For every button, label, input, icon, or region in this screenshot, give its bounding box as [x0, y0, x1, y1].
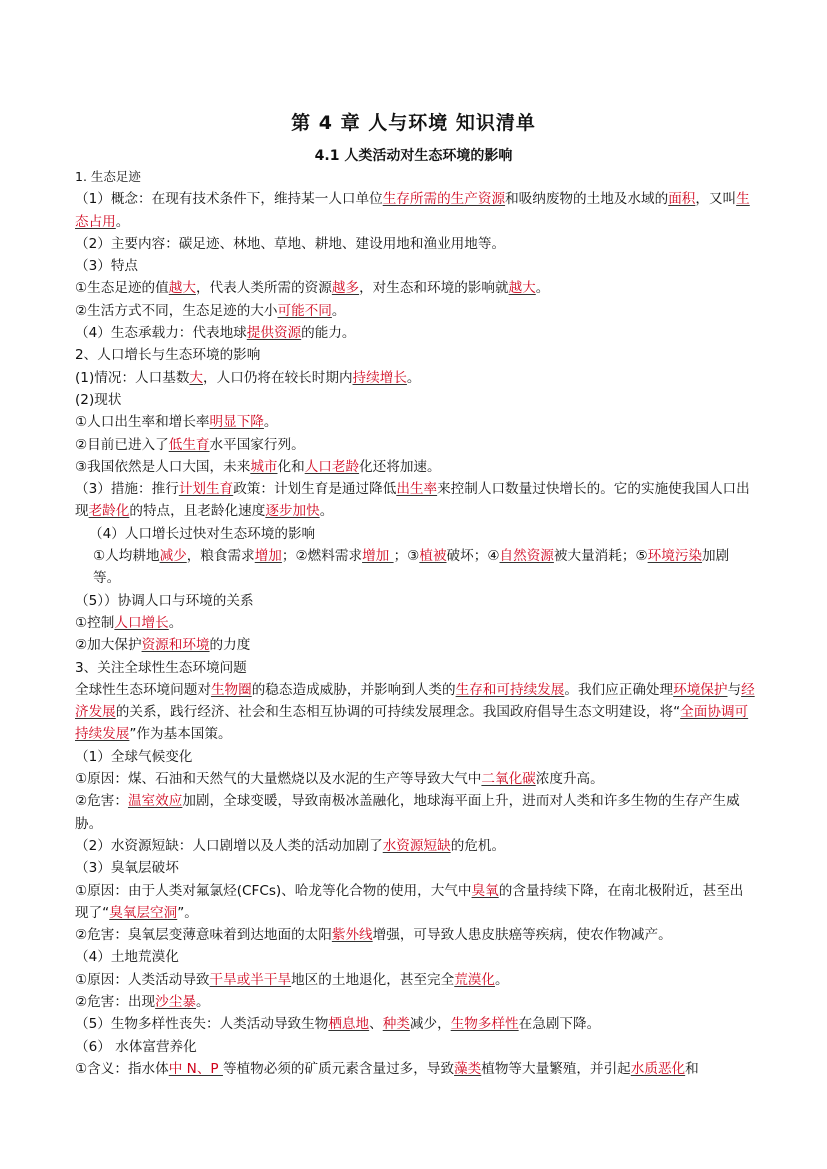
text-segment: （4）生态承载力：代表地球	[75, 325, 247, 342]
key-term: 生物圈	[210, 681, 252, 698]
text-segment: ①人均耕地	[93, 548, 160, 565]
key-term: 种类	[382, 1016, 410, 1033]
text-segment: 和吸纳废物的土地及水域的	[505, 191, 669, 208]
key-term: 城市	[250, 458, 278, 475]
text-segment: ①原因：由于人类对氟氯烃(CFCs)、哈龙等化合物的使用，大气中	[75, 882, 472, 899]
text-segment: 的稳态造成威胁，并影响到人类的	[251, 681, 456, 698]
text-segment: 。	[168, 614, 183, 631]
text-segment: （2）主要内容：碳足迹、林地、草地、耕地、建设用地和渔业用地等。	[75, 235, 506, 252]
text-segment: 2、人口增长与生态环境的影响	[75, 347, 261, 364]
text-line	[75, 456, 755, 478]
key-term: 低生育	[168, 436, 210, 453]
text-segment: ；②燃料需求	[281, 548, 363, 565]
text-segment: 被大量消耗；⑤	[553, 548, 648, 565]
text-segment: 地区的土地退化，甚至完全	[291, 971, 455, 988]
text-segment: 。	[263, 414, 278, 431]
text-line	[75, 679, 755, 746]
text-segment: （1）全球气候变化	[75, 748, 193, 765]
key-term: 老龄化	[88, 503, 130, 520]
text-segment: ①人口出生率和增长率	[75, 414, 210, 431]
text-line	[75, 835, 755, 857]
key-term: 明显下降	[209, 414, 264, 431]
text-line	[75, 478, 755, 523]
text-segment: ②生活方式不同，生态足迹的大小	[75, 302, 278, 319]
text-line	[75, 255, 755, 277]
text-line	[75, 545, 755, 590]
key-term: 环境污染	[647, 548, 703, 565]
text-segment: （2）水资源短缺：人口剧增以及人类的活动加剧了	[75, 837, 383, 854]
section-title: 4.1 人类活动对生态环境的影响	[314, 148, 513, 164]
text-line	[75, 322, 755, 344]
text-segment: 的含量持续下降，在南北极附近，甚至出现了“	[75, 882, 744, 921]
text-segment: 与	[727, 681, 742, 698]
text-line	[75, 367, 755, 389]
text-segment: （3）特点	[75, 258, 139, 275]
text-segment: ②加大保护	[75, 637, 142, 654]
text-line	[75, 166, 755, 188]
text-segment: （4）人口增长过快对生态环境的影响	[89, 525, 316, 542]
text-line	[75, 746, 755, 768]
text-segment: （5））协调人口与环境的关系	[75, 592, 254, 609]
text-segment: 。我们应正确处理	[564, 681, 674, 698]
key-term: 越大	[508, 280, 536, 297]
key-term: 环境保护	[673, 681, 728, 698]
text-line	[75, 1036, 755, 1058]
key-term: 减少	[159, 548, 187, 565]
text-segment: （1）概念：在现有技术条件下，维持某一人口单位	[75, 191, 383, 208]
key-term: 逐步加快	[265, 503, 320, 520]
text-line	[75, 1058, 755, 1080]
key-term: 栖息地	[328, 1016, 370, 1033]
text-segment: （4）土地荒漠化	[75, 949, 179, 966]
text-segment: ①生态足迹的值	[75, 280, 169, 297]
text-segment: ”。	[177, 904, 198, 921]
text-line	[75, 590, 755, 612]
key-term: 计划生育	[178, 481, 234, 498]
text-segment: 等植物必须的矿质元素含量过多，导致	[222, 1060, 455, 1077]
text-segment: ；③	[393, 548, 420, 565]
text-segment: 破坏；④	[446, 548, 500, 565]
text-line	[75, 411, 755, 433]
text-segment: ，代表人类所需的资源	[195, 280, 332, 297]
text-segment: 的关系，践行经济、社会和生态相互协调的可持续发展理念。我国政府倡导生态文明建设，将“	[115, 704, 681, 721]
text-line	[75, 612, 755, 634]
key-term: 越大	[168, 280, 196, 297]
text-segment: ，又叫	[695, 191, 737, 208]
text-segment: ②危害：	[75, 793, 128, 810]
key-term: 植被	[419, 548, 447, 565]
text-line	[75, 880, 755, 925]
text-segment: 浓度升高。	[535, 771, 604, 788]
text-segment: ，粮食需求	[186, 548, 255, 565]
key-term: 经济发展	[75, 681, 755, 721]
key-term: 沙尘暴	[155, 993, 196, 1010]
text-segment: 和	[685, 1060, 699, 1077]
key-term: 提供资源	[246, 325, 302, 342]
key-term: 生物多样性	[450, 1016, 519, 1033]
text-segment: 、	[369, 1016, 383, 1033]
text-segment: 。	[535, 280, 550, 297]
text-segment: ①控制	[75, 614, 115, 631]
key-term: 中 N、P	[168, 1060, 223, 1077]
key-term: 生存和可持续发展	[455, 681, 565, 698]
text-line	[75, 434, 755, 456]
text-segment: 来控制人口数量过快增长的。它的实施使我国人口出现	[75, 481, 750, 520]
text-segment: 。	[319, 503, 334, 520]
text-segment: ”作为基本国策。	[129, 726, 232, 743]
text-line	[75, 233, 755, 255]
text-segment: （6） 水体富营养化	[75, 1038, 197, 1055]
key-term: 面积	[668, 191, 696, 208]
text-segment: 的能力。	[301, 325, 356, 342]
key-term: 大	[189, 369, 204, 386]
text-line	[75, 634, 755, 656]
text-segment: 的危机。	[450, 837, 506, 854]
text-segment: 加剧等。	[93, 548, 730, 587]
text-segment: 减少，	[409, 1016, 451, 1033]
text-line	[75, 523, 755, 545]
key-term: 可能不同	[277, 302, 332, 319]
key-term: 人口增长	[114, 614, 169, 631]
text-segment: ①原因：人类活动导致	[75, 971, 210, 988]
text-segment: 化和	[277, 458, 305, 475]
key-term: 臭氧层空洞	[109, 904, 178, 921]
chapter-title: 第 4 章 人与环境 知识清单	[291, 112, 536, 134]
text-line	[75, 277, 755, 299]
key-term: 人口老龄	[304, 458, 360, 475]
text-segment: 。	[115, 213, 130, 230]
text-line	[75, 344, 755, 366]
text-line	[75, 790, 755, 835]
key-term: 臭氧	[471, 882, 499, 899]
key-term: 紫外线	[331, 927, 373, 944]
text-segment: 化还将加速。	[359, 458, 441, 475]
text-segment: ②危害：出现	[75, 993, 156, 1010]
key-term: 生态占用	[75, 191, 750, 230]
key-term: 干旱或半干旱	[209, 971, 292, 988]
text-segment: 政策：计划生育是通过降低	[233, 481, 397, 498]
text-segment: ③我国依然是人口大国，未来	[75, 458, 251, 475]
key-term: 自然资源	[499, 548, 554, 565]
text-segment: 水平国家行列。	[209, 436, 305, 453]
text-segment: (1)情况：人口基数	[75, 369, 190, 386]
text-segment: 。	[331, 302, 346, 319]
key-term: 增加	[254, 548, 282, 565]
text-line	[75, 1013, 755, 1035]
text-segment: 。	[195, 993, 210, 1010]
text-segment: 的力度	[209, 637, 251, 654]
text-segment: （3）臭氧层破坏	[75, 860, 179, 877]
text-segment: ②危害：臭氧层变薄意味着到达地面的太阳	[75, 927, 332, 944]
text-segment: ②目前已进入了	[75, 436, 169, 453]
text-segment: 1. 生态足迹	[75, 169, 141, 184]
text-line	[75, 657, 755, 679]
text-segment: 植物等大量繁殖，并引起	[481, 1060, 631, 1077]
key-term: 持续增长	[352, 369, 407, 386]
text-segment: 加剧，全球变暖，导致南极冰盖融化，地球海平面上升，进而对人类和许多生物的生存产生威胁。	[75, 793, 740, 832]
key-term: 越多	[331, 280, 360, 297]
key-term: 荒漠化	[454, 971, 495, 988]
text-line	[75, 946, 755, 968]
text-segment: 的特点，且老龄化速度	[129, 503, 266, 520]
key-term: 藻类	[454, 1060, 482, 1077]
key-term: 水质恶化	[630, 1060, 686, 1077]
key-term: 温室效应	[127, 793, 183, 810]
text-segment: （3）措施：推行	[75, 481, 179, 498]
text-segment: ①含义：指水体	[75, 1060, 169, 1077]
text-segment: 。	[495, 971, 509, 988]
key-term: 水资源短缺	[382, 837, 451, 854]
text-line	[75, 924, 755, 946]
text-segment: 。	[406, 369, 421, 386]
text-segment: (2)现状	[75, 391, 122, 408]
key-term: 二氧化碳	[481, 771, 536, 788]
text-line	[75, 188, 755, 233]
text-segment: 增强，可导致人患皮肤癌等疾病，使农作物减产。	[372, 927, 672, 944]
document-body	[75, 166, 755, 1080]
text-segment: ，人口仍将在较长时期内	[203, 369, 353, 386]
key-term: 出生率	[396, 481, 438, 498]
text-line	[75, 768, 755, 790]
text-line	[75, 300, 755, 322]
key-term: 增加	[362, 548, 394, 565]
text-segment: 全球性生态环境问题对	[75, 681, 211, 698]
text-segment: ，对生态和环境的影响就	[359, 280, 509, 297]
text-line	[75, 857, 755, 879]
text-segment: ①原因：煤、石油和天然气的大量燃烧以及水泥的生产等导致大气中	[75, 771, 482, 788]
text-segment: 3、关注全球性生态环境问题	[75, 659, 247, 676]
key-term: 资源和环境	[141, 637, 210, 654]
text-line	[75, 389, 755, 411]
text-segment: （5）生物多样性丧失：人类活动导致生物	[75, 1016, 329, 1033]
key-term: 全面协调可持续发展	[75, 704, 749, 743]
text-line	[75, 969, 755, 991]
key-term: 生存所需的生产资源	[382, 191, 506, 208]
text-segment: 在急剧下降。	[518, 1016, 601, 1033]
text-line	[75, 991, 755, 1013]
